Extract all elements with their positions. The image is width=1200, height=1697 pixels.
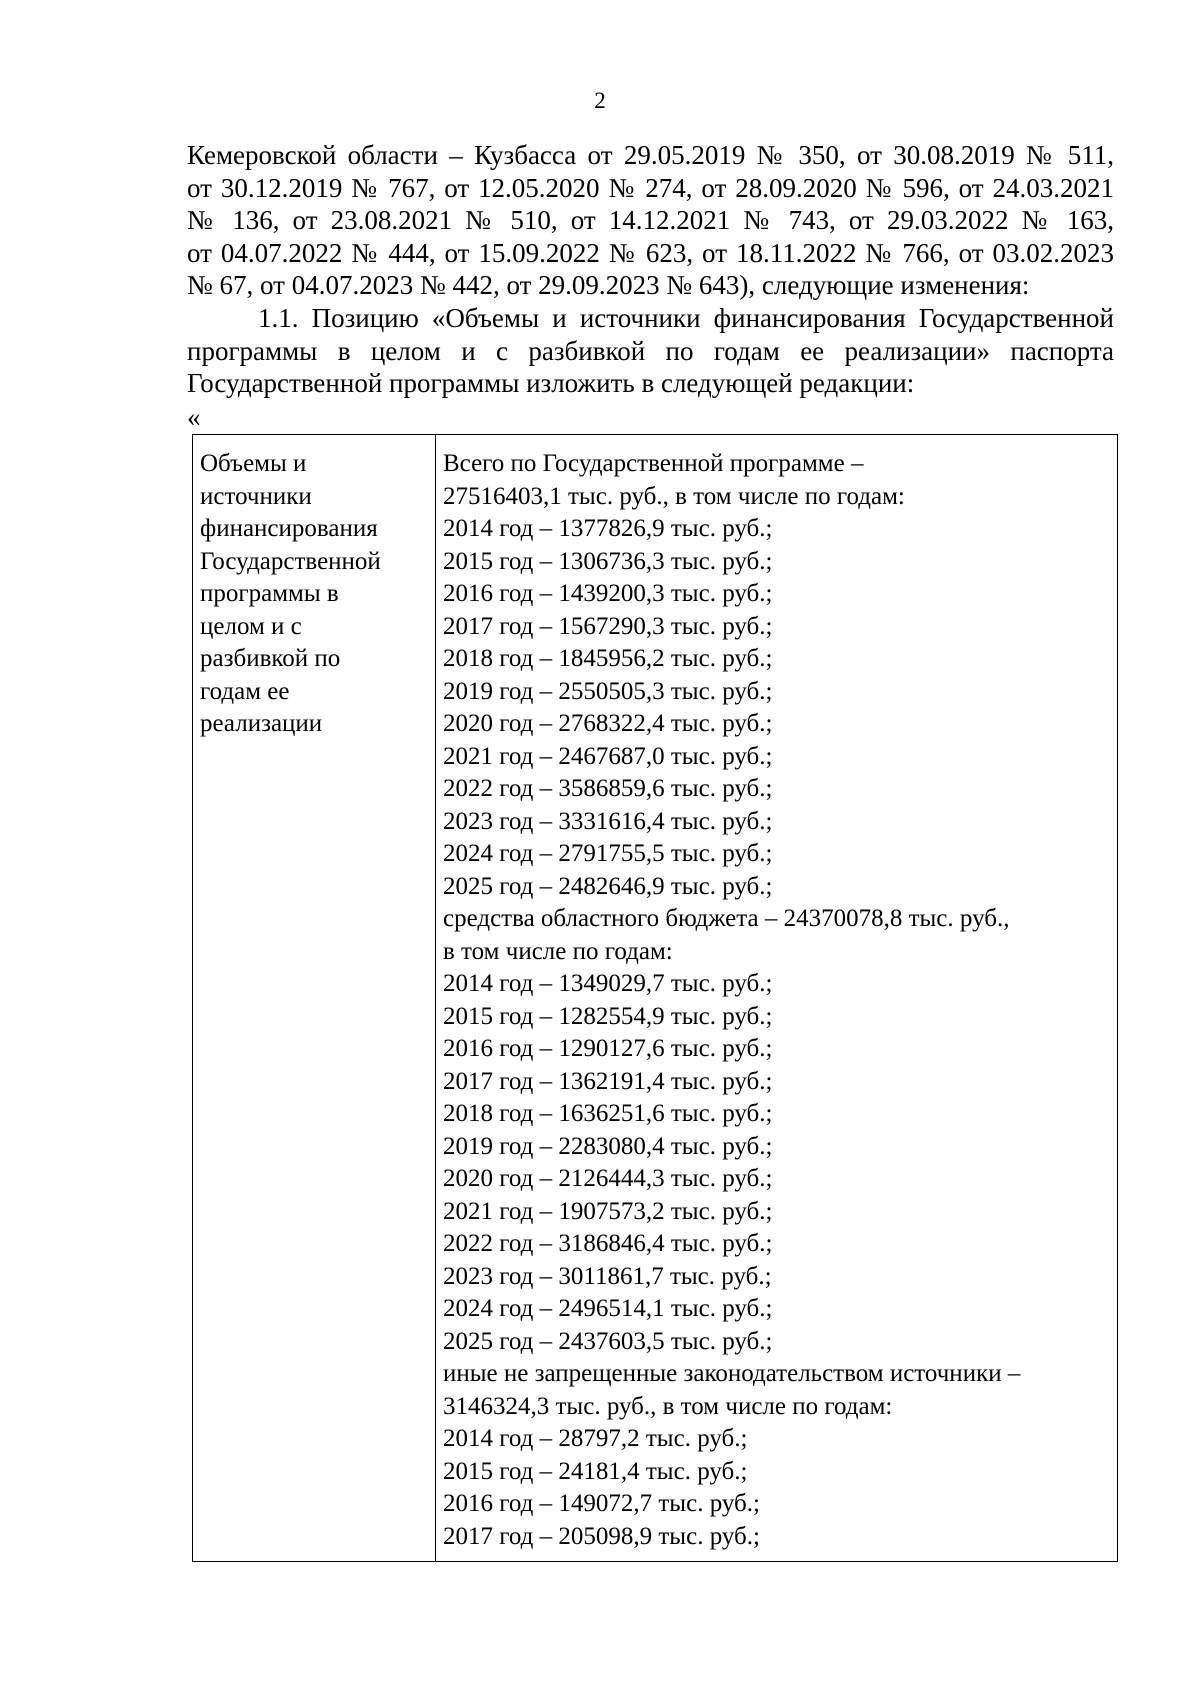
content-line: 2014 год – 28797,2 тыс. руб.; bbox=[443, 1425, 748, 1452]
content-line: иные не запрещенные законодательством источники – bbox=[443, 1360, 1021, 1387]
content-line: в том числе по годам: bbox=[443, 937, 673, 965]
page-number: 2 bbox=[594, 88, 606, 113]
content-line: 2017 год – 205098,9 тыс. руб.; bbox=[443, 1522, 760, 1550]
label-line: источники bbox=[200, 482, 312, 510]
content-text bbox=[436, 435, 1117, 1553]
label-text bbox=[193, 435, 435, 741]
content-line: 2014 год – 1349029,7 тыс. руб.; bbox=[443, 970, 773, 997]
content-line: 2016 год – 1439200,3 тыс. руб.; bbox=[443, 580, 773, 607]
content-line: 2014 год – 1377826,9 тыс. руб.; bbox=[443, 515, 773, 542]
label-line: Объемы и bbox=[200, 450, 307, 477]
content-line: 2023 год – 3331616,4 тыс. руб.; bbox=[443, 807, 773, 835]
content-line: 2015 год – 24181,4 тыс. руб.; bbox=[443, 1457, 748, 1485]
content-line: 2018 год – 1845956,2 тыс. руб.; bbox=[443, 645, 773, 672]
content-line: 2021 год – 1907573,2 тыс. руб.; bbox=[443, 1197, 773, 1225]
opening-quote: « bbox=[187, 402, 201, 432]
label-line: целом и с bbox=[200, 612, 302, 640]
content-line: 2023 год – 3011861,7 тыс. руб.; bbox=[443, 1262, 772, 1290]
content-line: 2019 год – 2283080,4 тыс. руб.; bbox=[443, 1132, 773, 1160]
content-line: 27516403,1 тыс. руб., в том числе по годам: bbox=[443, 482, 905, 510]
table-row bbox=[193, 435, 1118, 1562]
content-line: 2016 год – 1290127,6 тыс. руб.; bbox=[443, 1035, 773, 1062]
label-line: Государственной bbox=[200, 547, 381, 575]
label-line: годам ее bbox=[200, 677, 290, 705]
label-line: разбивкой по bbox=[200, 645, 341, 672]
intro-line: № 136, от 23.08.2021 № 510, от 14.12.2021 № 743, от 29.03.2022 № 163, bbox=[187, 205, 1114, 236]
content-line: 2018 год – 1636251,6 тыс. руб.; bbox=[443, 1100, 773, 1127]
item-line: Государственной программы изложить в следующей редакции: bbox=[187, 368, 915, 399]
content-line: 2020 год – 2768322,4 тыс. руб.; bbox=[443, 710, 773, 737]
content-line: средства областного бюджета – 24370078,8 тыс. руб., bbox=[443, 905, 1010, 932]
intro-line: № 67, от 04.07.2023 № 442, от 29.09.2023 № 643), следующие изменения: bbox=[187, 270, 1030, 301]
content-line: 2016 год – 149072,7 тыс. руб.; bbox=[443, 1490, 760, 1517]
content-line: Всего по Государственной программе – bbox=[443, 450, 864, 477]
intro-line: Кемеровской области – Кузбасса от 29.05.2019 № 350, от 30.08.2019 № 511, bbox=[187, 140, 1114, 170]
content-line: 2019 год – 2550505,3 тыс. руб.; bbox=[443, 677, 773, 705]
funding-table bbox=[192, 434, 1118, 1562]
content-line: 2017 год – 1567290,3 тыс. руб.; bbox=[443, 612, 773, 640]
intro-paragraph bbox=[187, 139, 1114, 302]
item-line: 1.1. Позицию «Объемы и источники финансирования Государственной bbox=[258, 303, 1114, 333]
label-line: программы в bbox=[200, 580, 339, 607]
content-line: 2021 год – 2467687,0 тыс. руб.; bbox=[443, 742, 773, 770]
content-line: 2025 год – 2437603,5 тыс. руб.; bbox=[443, 1327, 773, 1355]
label-line: финансирования bbox=[200, 515, 378, 542]
content-line: 2024 год – 2496514,1 тыс. руб.; bbox=[443, 1295, 773, 1322]
content-line: 2017 год – 1362191,4 тыс. руб.; bbox=[443, 1067, 773, 1095]
content-line: 2022 год – 3186846,4 тыс. руб.; bbox=[443, 1230, 773, 1257]
intro-line: от 30.12.2019 № 767, от 12.05.2020 № 274, от 28.09.2020 № 596, от 24.03.2021 bbox=[187, 172, 1114, 203]
content-line: 2024 год – 2791755,5 тыс. руб.; bbox=[443, 840, 773, 867]
content-line: 2015 год – 1282554,9 тыс. руб.; bbox=[443, 1002, 773, 1030]
content-line: 2022 год – 3586859,6 тыс. руб.; bbox=[443, 775, 773, 802]
item-paragraph bbox=[187, 302, 1114, 400]
content-line: 2025 год – 2482646,9 тыс. руб.; bbox=[443, 872, 773, 900]
intro-line: от 04.07.2022 № 444, от 15.09.2022 № 623, от 18.11.2022 № 766, от 03.02.2023 bbox=[187, 237, 1114, 268]
label-line: реализации bbox=[200, 710, 323, 737]
content-line: 3146324,3 тыс. руб., в том числе по годам: bbox=[443, 1392, 893, 1420]
table-cell-content bbox=[436, 435, 1118, 1562]
content-line: 2020 год – 2126444,3 тыс. руб.; bbox=[443, 1165, 773, 1192]
content-line: 2015 год – 1306736,3 тыс. руб.; bbox=[443, 547, 773, 575]
item-line: программы в целом и с разбивкой по годам ее реализации» паспорта bbox=[187, 335, 1114, 366]
table-cell-label bbox=[193, 435, 436, 1562]
